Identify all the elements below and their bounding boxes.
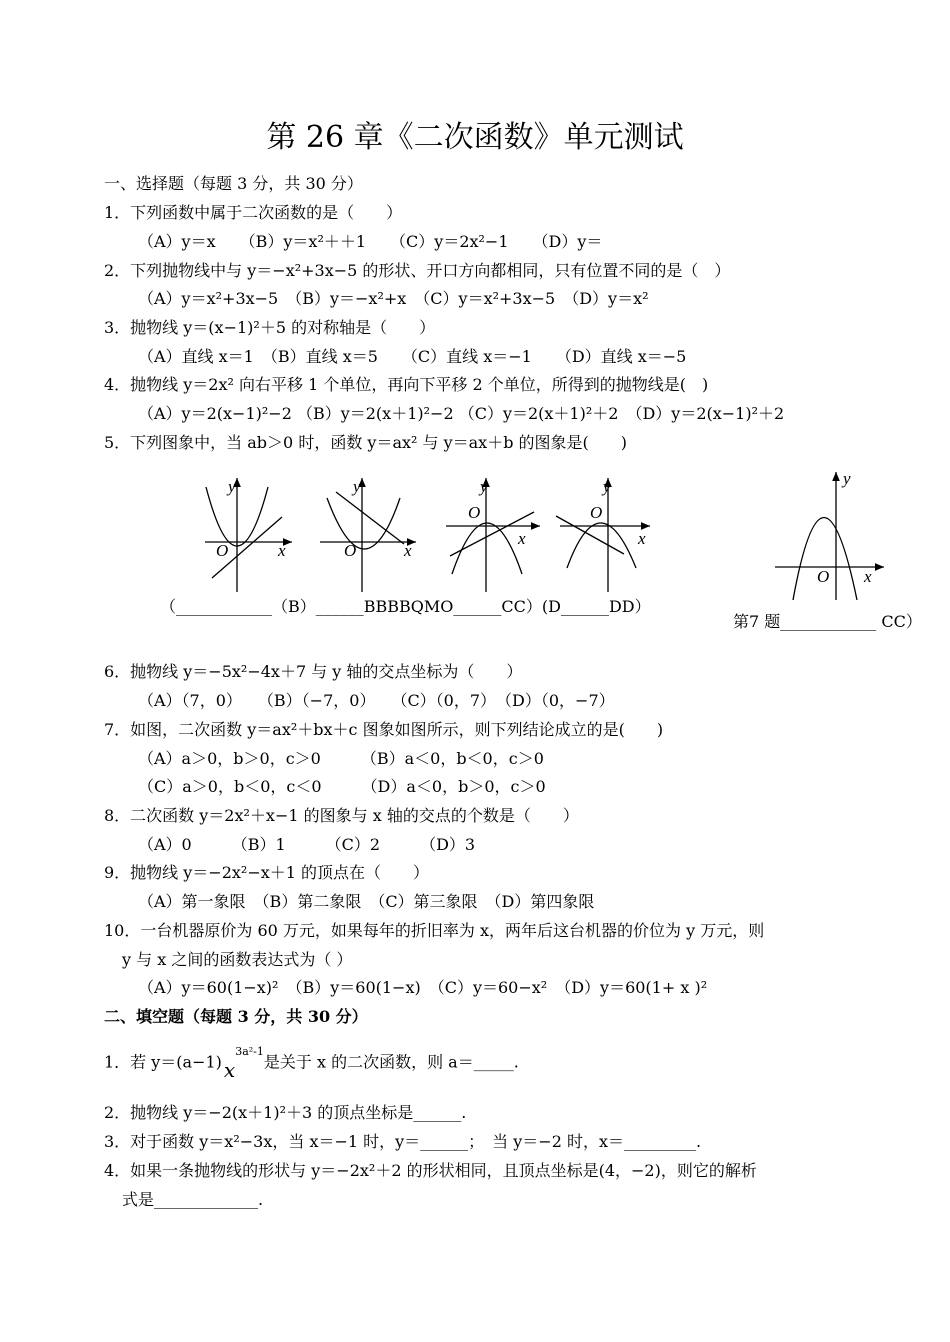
section-heading-choice: 一、选择题（每题 3 分，共 30 分）	[104, 174, 363, 193]
question-10-options: （A）y＝60(1−x)² （B）y＝60(1−x) （C）y＝60−x² （D）y＝60(1+ x )²	[138, 978, 708, 997]
graph-b-y-label: y	[353, 477, 361, 496]
graph-d-parabola	[567, 523, 636, 568]
graph-c-parabola	[452, 523, 522, 574]
question-1-options: （A）y＝x （B）y＝x²＋＋1 （C）y＝2x²−1 （D）y＝	[138, 232, 603, 251]
graph-c-y-label: y	[480, 477, 488, 496]
graph-c	[446, 477, 540, 592]
question-8: 8．二次函数 y＝2x²＋x−1 的图象与 x 轴的交点的个数是（ ）	[104, 806, 579, 825]
figure-7-caption: 第7 题____________ CC）	[733, 612, 922, 631]
question-5: 5．下列图象中，当 ab＞0 时，函数 y＝ax² 与 y＝ax＋b 的图象是( )	[104, 433, 628, 452]
fill-question-1-base: x	[223, 1058, 236, 1083]
graph-q7	[775, 469, 884, 600]
graph-d-y-label: y	[603, 477, 611, 496]
question-3-options: （A）直线 x＝1 （B）直线 x＝5 （C）直线 x＝−1 （D）直线 x＝−5	[138, 347, 687, 366]
question-8-options: （A）0 （B）1 （C）2 （D）3	[138, 835, 476, 854]
question-7-options-row-1: （A）a＞0，b＞0，c＞0 （B）a＜0，b＜0，c＞0	[138, 749, 544, 768]
question-4: 4．抛物线 y＝2x² 向右平移 1 个单位，再向下平移 2 个单位，所得到的抛物线是( )	[104, 375, 709, 394]
question-2-options: （A）y＝x²+3x−5 （B）y＝−x²+x （C）y＝x²+3x−5 （D）y＝x²	[138, 289, 649, 308]
graph-a	[205, 477, 292, 592]
fill-question-4-line-1: 4．如果一条抛物线的形状与 y＝−2x²＋2 的形状相同，且顶点坐标是(4，−2)，则它的解析	[104, 1161, 757, 1180]
graph-q7-origin-label: O	[817, 567, 830, 586]
fill-question-1-exponent: 3a²-1	[235, 1045, 264, 1058]
graph-b-x-label: x	[404, 541, 412, 560]
graph-c-origin-label: O	[468, 503, 481, 522]
question-9: 9．抛物线 y＝−2x²−x＋1 的顶点在（ ）	[104, 863, 430, 882]
fill-question-1	[104, 1045, 519, 1083]
fill-question-3: 3．对于函数 y＝x²−3x，当 x＝−1 时，y＝______； 当 y＝−2 时，x＝_________.	[104, 1132, 702, 1151]
section-heading-fill: 二、填空题（每题 3 分，共 30 分）	[104, 1007, 368, 1026]
page-title: 第 26 章《二次函数》单元测试	[266, 120, 684, 155]
fill-question-2: 2．抛物线 y＝−2(x＋1)²＋3 的顶点坐标是______.	[104, 1103, 467, 1122]
graph-a-origin-label: O	[216, 541, 229, 560]
question-2: 2．下列抛物线中与 y＝−x²+3x−5 的形状、开口方向都相同，只有位置不同的是（ ）	[104, 261, 731, 280]
graph-d-origin-label: O	[590, 503, 603, 522]
graph-q7-y-label: y	[843, 469, 851, 488]
graph-b	[320, 477, 416, 592]
question-5-caption: （____________（B）______BBBBQMO______CC）(D______DD）	[160, 597, 651, 616]
question-1: 1．下列函数中属于二次函数的是（ ）	[104, 203, 403, 222]
graph-a-x-label: x	[278, 541, 286, 560]
graph-d	[556, 477, 650, 592]
graph-d-x-label: x	[638, 529, 646, 548]
question-4-options: （A）y＝2(x−1)²−2 （B）y＝2(x＋1)²−2 （C）y＝2(x＋1)²＋2 （D）y＝2(x−1)²＋2	[138, 404, 785, 423]
fill-question-1-part-a: 1．若 y＝(a−1)	[104, 1052, 222, 1072]
question-9-options: （A）第一象限 （B）第二象限 （C）第三象限 （D）第四象限	[138, 892, 595, 911]
fill-question-1-part-b: 是关于 x 的二次函数，则 a＝_____.	[263, 1052, 519, 1072]
question-10-line-2: y 与 x 之间的函数表达式为（ ）	[122, 950, 353, 969]
graph-c-x-label: x	[518, 529, 526, 548]
question-7-options-row-2: （C）a＞0，b＜0，c＜0 （D）a＜0，b＞0，c＞0	[138, 777, 546, 796]
graph-q7-parabola	[793, 518, 857, 601]
question-6-options: （A）（7，0） （B）（−7，0） （C）（0，7） （D）（0，−7）	[138, 691, 615, 710]
graph-b-origin-label: O	[344, 541, 357, 560]
question-10-line-1: 10．一台机器原价为 60 万元，如果每年的折旧率为 x，两年后这台机器的价位为 y 万元，则	[104, 921, 765, 940]
question-6: 6．抛物线 y＝−5x²−4x＋7 与 y 轴的交点坐标为（ ）	[104, 662, 523, 681]
graph-q7-x-label: x	[864, 567, 872, 586]
fill-question-4-line-2: 式是_____________.	[122, 1190, 264, 1209]
question-7: 7．如图，二次函数 y＝ax²＋bx＋c 图象如图所示，则下列结论成立的是( )	[104, 720, 664, 739]
graph-b-parabola	[327, 498, 400, 549]
graph-a-y-label: y	[228, 477, 236, 496]
question-3: 3．抛物线 y＝(x−1)²＋5 的对称轴是（ ）	[104, 318, 436, 337]
